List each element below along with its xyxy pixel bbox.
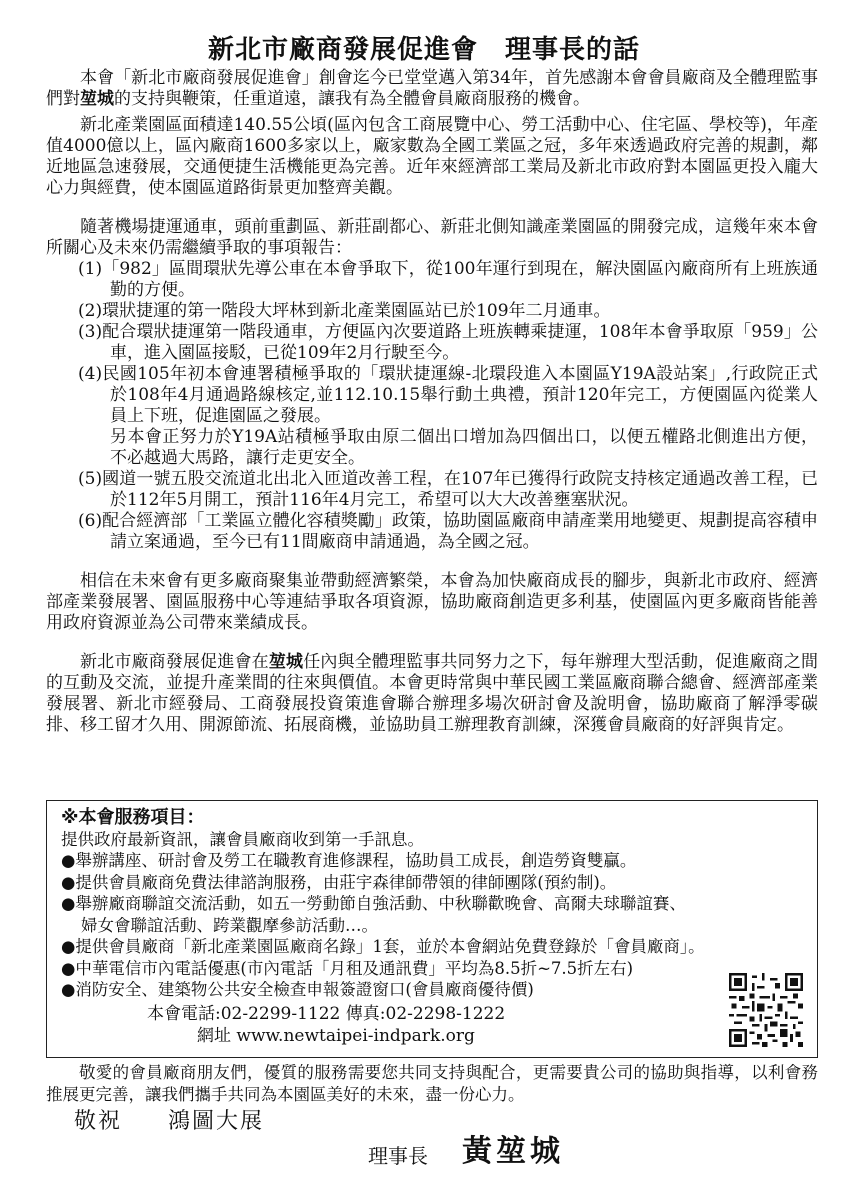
- qr-code-icon[interactable]: [729, 973, 803, 1047]
- contact-phone: 本會電話:02-2299-1122 傳真:02-2298-1222: [147, 1004, 506, 1024]
- list-item: ●舉辦廠商聯誼交流活動，如五一勞動節自強活動、中秋聯歡晚會、高爾夫球聯誼賽、: [61, 894, 686, 913]
- list-item: ●中華電信市內電話優惠(市內電話「月租及通訊費」平均為8.5折~7.5折左右): [61, 958, 634, 978]
- report-items: [46, 259, 818, 553]
- list-item-note: 另本會正努力於Y19A站積極爭取由原二個出口增加為四個出口，以便五權路北側進出方便，不必越過大馬路，讓行走更安全。: [110, 427, 818, 468]
- list-item: (4)民國105年初本會連署積極爭取的「環狀捷運線-北環段進入本園區Y19A設站案」,行政院正式於108年4月通過路線核定,並112.10.15舉行動土典禮，預計120年完工，方便園區內從業人員上下班，促進園區之發展。 另本會正努力於Y19A站積極爭取由原二個出口增加為四個出口，以便五權路北側進出方便，不必越過大馬路，讓行走更安全。: [78, 364, 818, 468]
- list-item: (5)國道一號五股交流道北出北入匝道改善工程，在107年已獲得行政院支持核定通過改善工程，已於112年5月開工，預計116年4月完工，希望可以大大改善壅塞狀況。: [78, 469, 818, 510]
- wish-text: 鴻圖大展: [168, 1109, 265, 1134]
- paragraph-5: 新北市廠商發展促進會在堃城任內與全體理監事共同努力之下，每年辦理大型活動，促進廠商之間的互動及交流，並提升產業間的往來與價值。本會更時常與中華民國工業區廠商聯合總會、經濟部產業發展署、新北市經發局、工商發展投資策進會聯合辦理多場次研討會及說明會，協助廠商了解淨零碳排、移工留才久用、開源節流、拓展商機，並協助員工辦理教育訓練，深獲會員廠商的好評與肯定。: [46, 652, 819, 735]
- regards-text: 敬祝: [74, 1109, 123, 1134]
- list-item-continuation: 婦女會聯誼活動、跨業觀摩參訪活動…。: [81, 915, 378, 935]
- website-link[interactable]: 網址 www.newtaipei-indpark.org: [197, 1026, 475, 1046]
- list-item: (1)「982」區間環狀先導公車在本會爭取下，從100年運行到現在，解決園區內廠商所有上班族通勤的方便。: [78, 259, 818, 300]
- paragraph-4: 相信在未來會有更多廠商聚集並帶動經濟繁榮，本會為加快廠商成長的腳步，與新北市政府、經濟部產業發展署、園區服務中心等連結爭取各項資源，協助廠商創造更多利基，使園區內更多廠商皆能善用政府資源並為公司帶來業績成長。: [46, 571, 818, 633]
- contact-info: [105, 1003, 505, 1047]
- services-list: [61, 829, 803, 1001]
- list-item: ●舉辦講座、研討會及勞工在職教育進修課程，協助員工成長，創造勞資雙贏。: [61, 851, 637, 870]
- paragraph-1: 本會「新北市廠商發展促進會」創會迄今已堂堂邁入第34年，首先感謝本會會員廠商及全體理監事們對堃城的支持與鞭策，任重道遠，讓我有為全體會員廠商服務的機會。: [46, 68, 818, 109]
- paragraph-2: 新北產業園區面積達140.55公頃(區內包含工商展覽中心、勞工活動中心、住宅區、學校等)，年產值4000億以上，區內廠商1600多家以上，廠家數為全國工業區之冠，多年來透過政府完善的規劃，鄰近地區急速發展，交通便捷生活機能更為完善。近年來經濟部工業局及新北市政府對本園區更投入龐大心力與經費，使本園區道路街景更加整齊美觀。: [46, 115, 818, 198]
- list-item: 提供政府最新資訊，讓會員廠商收到第一手訊息。: [61, 829, 424, 849]
- regards-line: [74, 1104, 264, 1135]
- signer-title: 理事長: [368, 1144, 428, 1168]
- chairman-name: 堃城: [80, 89, 114, 109]
- list-item: ●提供會員廠商「新北產業園區廠商名錄」1套，並於本會網站免費登錄於「會員廠商」。: [61, 937, 705, 956]
- services-title: ※本會服務項目：: [61, 807, 205, 828]
- list-item: ●消防安全、建築物公共安全檢查申報簽證窗口(會員廠商優待價): [61, 980, 534, 999]
- list-item: (6)配合經濟部「工業區立體化容積獎勵」政策，協助園區廠商申請產業用地變更、規劃提高容積申請立案通過，至今已有11間廠商申請通過，為全國之冠。: [78, 511, 818, 552]
- list-item: (2)環狀捷運的第一階段大坪林到新北產業園區站已於109年二月通車。: [78, 301, 611, 321]
- letter-body: [46, 68, 818, 736]
- closing-paragraph: 敬愛的會員廠商朋友們，優質的服務需要您共同支持與配合，更需要貴公司的協助與指導，以利會務推展更完善，讓我們攜手共同為本園區美好的未來，盡一份心力。: [46, 1063, 818, 1104]
- paragraph-3: 隨著機場捷運通車，頭前重劃區、新莊副都心、新莊北側知識產業園區的開發完成，這幾年來本會所關心及未來仍需繼續爭取的事項報告：: [46, 217, 818, 258]
- list-item: ●提供會員廠商免費法律諮詢服務，由莊宇森律師帶領的律師團隊(預約制)。: [61, 872, 617, 892]
- services-box: [46, 800, 818, 1058]
- list-item: (3)配合環狀捷運第一階段通車，方便區內次要道路上班族轉乘捷運，108年本會爭取原「959」公車，進入園區接駁，已從109年2月行駛至今。: [78, 322, 818, 363]
- signature: 黃堃城: [462, 1134, 564, 1169]
- page-title: 新北市廠商發展促進會 理事長的話: [207, 35, 640, 65]
- chairman-name: 堃城: [268, 652, 304, 672]
